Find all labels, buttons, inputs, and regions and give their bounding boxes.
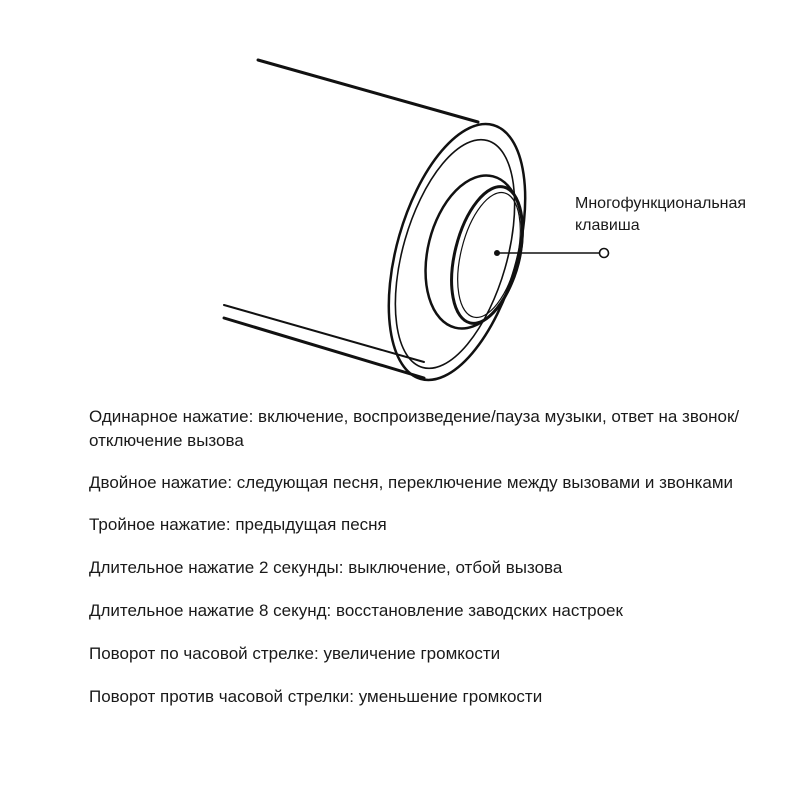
callout-label <box>575 193 746 237</box>
callout-label-line2: клавиша <box>575 217 640 234</box>
instruction-long-press-2s: Длительное нажатие 2 секунды: выключение, отбой вызова <box>89 558 563 577</box>
instruction-long-press-8s: Длительное нажатие 8 секунд: восстановление заводских настроек <box>89 601 623 620</box>
callout-end-circle <box>600 249 609 258</box>
instruction-rotate-counterclockwise: Поворот против часовой стрелки: уменьшение громкости <box>89 687 543 706</box>
callout-label-line1: Многофункциональная <box>575 195 747 212</box>
device-end-cap <box>363 109 551 390</box>
instruction-double-press: Двойное нажатие: следующая песня, переключение между вызовами и звонками <box>89 473 734 492</box>
instructions-list <box>89 405 769 728</box>
callout-anchor-dot <box>494 250 500 256</box>
instruction-triple-press: Тройное нажатие: предыдущая песня <box>89 515 387 534</box>
instruction-single-press: Одинарное нажатие: включение, воспроизведение/пауза музыки, ответ на звонок/отключение вызова <box>89 407 740 450</box>
device-body-top-edge <box>258 60 478 122</box>
multifunction-button <box>439 179 535 330</box>
device-body-bottom-edge <box>224 305 424 362</box>
instruction-rotate-clockwise: Поворот по часовой стрелке: увеличение громкости <box>89 644 501 663</box>
